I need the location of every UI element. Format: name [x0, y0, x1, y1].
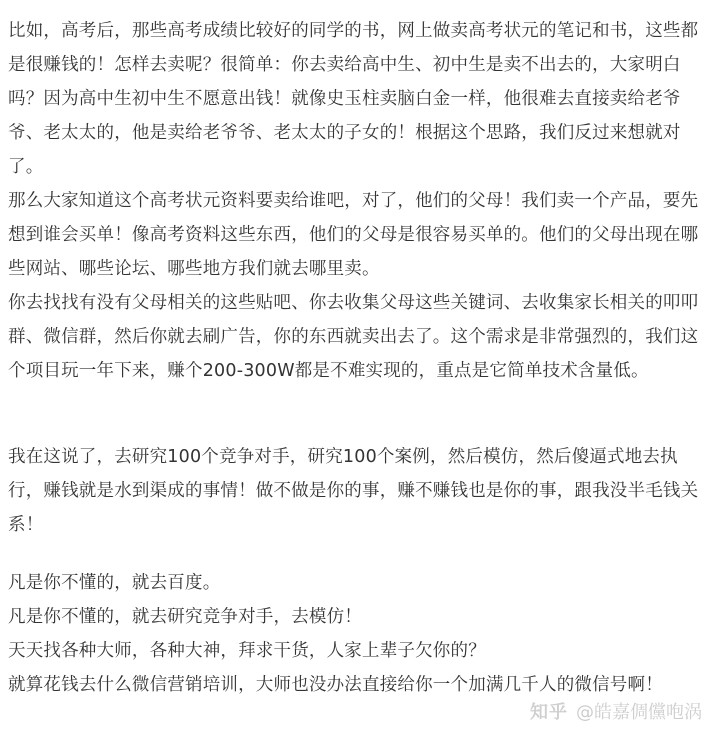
- paragraph-3: 你去找找有没有父母相关的这些贴吧、你去收集父母这些关键词、去收集家长相关的叩叩群、微信群，然后你就去刷广告，你的东西就卖出去了。这个需求是非常强烈的，我们这个项目玩一年下来，赚个200-300W都是不难实现的，重点是它简单技术含量低。: [8, 293, 699, 381]
- line-masters: 天天找各种大师，各种大神，拜求干货，人家上辈子欠你的？: [8, 641, 486, 661]
- paragraph-1: 比如，高考后，那些高考成绩比较好的同学的书，网上做卖高考状元的笔记和书，这些都是很赚钱的！怎样去卖呢？很简单：你去卖给高中生、初中生是卖不出去的，大家明白吗？因为高中生初中生不愿意出钱！就像史玉柱卖脑白金一样，他很难去直接卖给老爷爷、老太太的，他是卖给老爷爷、老太太的子女的！根据这个思路，我们反过来想就对了。: [8, 21, 699, 177]
- watermark-author: @皓嘉倜儻咆涡: [576, 702, 702, 723]
- line-competitor: 凡是你不懂的，就去研究竞争对手，去模仿！: [8, 607, 362, 627]
- zhihu-watermark: [530, 701, 702, 725]
- line-training: 就算花钱去什么微信营销培训，大师也没办法直接给你一个加满几千人的微信号啊！: [8, 675, 663, 695]
- article-body: [8, 14, 712, 702]
- paragraph-2: 那么大家知道这个高考状元资料要卖给谁吧，对了，他们的父母！我们卖一个产品，要先想到谁会买单！像高考资料这些东西，他们的父母是很容易买单的。他们的父母出现在哪些网站、哪些论坛、哪些地方我们就去哪里卖。: [8, 191, 699, 279]
- paragraph-4: 我在这说了，去研究100个竞争对手，研究100个案例，然后模仿，然后傻逼式地去执行，赚钱就是水到渠成的事情！做不做是你的事，赚不赚钱也是你的事，跟我没半毛钱关系！: [8, 447, 699, 535]
- line-baidu: 凡是你不懂的，就去百度。: [8, 573, 221, 593]
- paragraph-spacer: [8, 542, 712, 566]
- paragraph-spacer: [8, 388, 712, 440]
- zhihu-logo: 知乎: [530, 702, 568, 723]
